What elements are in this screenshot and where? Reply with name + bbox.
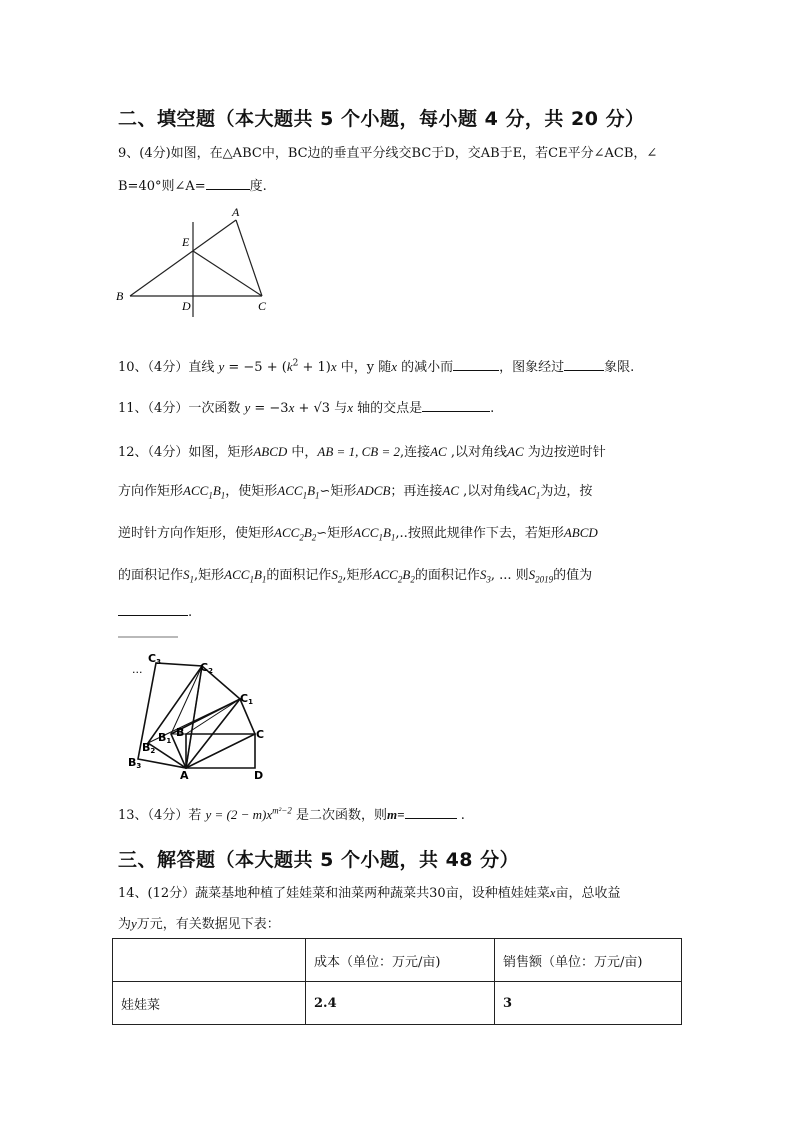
answer-blank[interactable] xyxy=(422,399,490,412)
q11-x: x xyxy=(288,400,295,415)
q12-text: 的面积记作 xyxy=(118,568,184,583)
q12-text: 逆时针方向作矩形，使矩形 xyxy=(118,526,275,541)
label-d: D xyxy=(182,299,191,313)
question-13 xyxy=(118,806,465,825)
q12-text: , ... 则 xyxy=(490,568,529,583)
diagonal-ac xyxy=(186,734,255,768)
q12-text: . xyxy=(188,605,193,620)
label-c: C xyxy=(258,299,267,313)
q14-x: x xyxy=(549,885,556,900)
answer-blank[interactable] xyxy=(206,177,250,190)
q12-text: ,矩形 xyxy=(342,568,373,583)
q11-x2: x xyxy=(347,400,353,415)
segment-ce xyxy=(193,251,262,296)
answer-blank[interactable] xyxy=(405,806,457,819)
q12-text: 中， xyxy=(287,445,318,460)
label-b3: B3 xyxy=(128,756,142,770)
q12-ac: AC xyxy=(507,444,524,459)
q12-text: ,..按照此规律作下去，若矩形 xyxy=(395,526,564,541)
q12-text: 为边按逆时针 xyxy=(523,445,606,460)
table-row xyxy=(113,982,682,1025)
q12-ac1: AC xyxy=(519,483,536,498)
q13-prefix: 13、（4分）若 xyxy=(118,808,202,823)
q12-rect: ACC xyxy=(353,525,379,540)
q11-suffix: . xyxy=(490,401,495,416)
label-a: A xyxy=(180,769,189,782)
question-12-line-2: 方向作矩形$ACC_1B_1$，使矩形$ACC_1B_1∽$矩形ADCB；再连接AC ,以对角线$AC_1$为边，按 xyxy=(118,483,593,501)
q10-prefix: 10、（4分）直线 xyxy=(118,360,215,375)
label-b2: B2 xyxy=(142,741,156,755)
q12-text: ∽矩形 xyxy=(319,484,357,499)
q10-x2: x xyxy=(391,359,397,374)
q12-text: ,连接 xyxy=(399,445,431,460)
label-d: D xyxy=(254,769,264,782)
q10-y: y xyxy=(218,359,225,374)
section-title: 二、填空题（本大题共 5 个小题，每小题 4 分，共 20 分） xyxy=(118,108,645,130)
q12-sub: 2019 xyxy=(535,574,554,585)
q12-text: ；再连接 xyxy=(390,484,443,499)
label-e: E xyxy=(182,235,190,249)
q12-text: ,矩形 xyxy=(194,568,225,583)
label-a: A xyxy=(232,205,240,219)
label-c3: C3 xyxy=(148,652,161,666)
q12-text: 的面积记作 xyxy=(414,568,480,583)
label-c1: C1 xyxy=(240,692,253,706)
q12-text: ，使矩形 xyxy=(225,484,278,499)
side-ba xyxy=(130,220,236,296)
table-header-cell xyxy=(113,939,306,982)
q11-eq: = −3 xyxy=(250,401,289,416)
table-header-cell: 成本（单位：万元/亩) xyxy=(306,939,495,982)
q12-rect: ACC xyxy=(224,567,250,582)
q14-text: 为 xyxy=(118,917,132,932)
label-b1: B1 xyxy=(158,731,172,745)
q13-sup: m²−2 xyxy=(272,805,292,816)
q12-rect: ACC xyxy=(274,525,300,540)
q11-mid: 与 xyxy=(330,401,348,416)
question-10 xyxy=(118,358,634,377)
q12-eq: AB = 1, CB = 2 xyxy=(317,444,400,459)
answer-blank-1[interactable] xyxy=(453,358,499,371)
q14-y: y xyxy=(131,916,137,931)
q12-abcd: ABCD xyxy=(253,444,288,459)
question-12-line-5 xyxy=(118,603,192,622)
q12-ac: AC xyxy=(430,444,447,459)
q10-sup: 2 xyxy=(292,358,299,369)
q11-y: y xyxy=(244,400,251,415)
q12-s: S xyxy=(183,567,190,582)
q10-mid2: 的减小而 xyxy=(397,360,454,375)
answer-blank-2[interactable] xyxy=(564,358,604,371)
q10-mid3: ，图象经过 xyxy=(499,360,565,375)
data-table xyxy=(112,938,682,1025)
q12-rect: ACC xyxy=(183,483,209,498)
q14-text: 14、(12分）蔬菜基地种植了娃娃菜和油菜两种蔬菜共30亩，设种植娃娃菜 xyxy=(118,886,550,901)
q12-text: ,以对角线 xyxy=(446,445,507,460)
question-12-line-3: 逆时针方向作矩形，使矩形$ACC_2B_2∽$矩形$ACC_1B_1$,..按照此规律作下去，若矩形ABCD xyxy=(118,525,598,543)
table-cell: 2.4 xyxy=(306,982,495,1025)
q9-text-a: B=40°则∠A= xyxy=(118,179,206,194)
q12-text: 12、（4分）如图，矩形 xyxy=(118,445,254,460)
table-header-row xyxy=(113,939,682,982)
diagonal-ac2 xyxy=(186,666,202,768)
question-14-line-1 xyxy=(118,884,621,903)
question-12-line-1 xyxy=(118,443,606,462)
q12-text: 的面积记作 xyxy=(266,568,332,583)
question-14-line-2 xyxy=(118,915,280,934)
q11-prefix: 11、（4分）一次函数 xyxy=(118,401,241,416)
q9-text-b: 度. xyxy=(249,179,267,194)
question-9-line-2 xyxy=(118,177,267,196)
q12-adcb: ADCB xyxy=(356,483,391,498)
q13-suffix: . xyxy=(456,808,465,823)
q12-abcd: ABCD xyxy=(563,525,598,540)
q14-text: 亩，总收益 xyxy=(555,886,621,901)
section-title: 三、解答题（本大题共 5 个小题，共 48 分） xyxy=(118,849,520,871)
question-9-line-1: 9、(4分)如图，在△ABC中，BC边的垂直平分线交BC于D，交AB于E，若CE平分∠ACB，∠ xyxy=(118,146,658,161)
label-c2: C2 xyxy=(200,661,213,675)
q10-x: x xyxy=(330,359,337,374)
q10-suffix: 象限. xyxy=(604,360,635,375)
label-c: C xyxy=(256,728,265,741)
side-ac xyxy=(236,220,262,296)
label-b: B xyxy=(116,289,124,303)
q12-text: ,以对角线 xyxy=(459,484,520,499)
q13-eq: y = (2 − m)x xyxy=(205,807,273,822)
rectangles-figure xyxy=(118,635,278,785)
table-cell: 3 xyxy=(495,982,682,1025)
q10-mid: 中，y 随 xyxy=(336,360,392,375)
table-header-cell: 销售额（单位：万元/亩) xyxy=(495,939,682,982)
q12-text: 的值为 xyxy=(553,568,593,583)
q10-k: k xyxy=(286,359,293,374)
q14-text: 万元，有关数据见下表： xyxy=(136,917,280,932)
q11-eq-tail: + √3 xyxy=(294,401,331,416)
q10-eq: = −5 + ( xyxy=(224,360,287,375)
q10-eq-c: + 1) xyxy=(298,360,331,375)
table-cell: 娃娃菜 xyxy=(113,982,306,1025)
q12-text: 为边，按 xyxy=(540,484,593,499)
question-12-line-4: 的面积记作$S_1$,矩形$ACC_1B_1$的面积记作$S_2$,矩形$ACC_2B_2$的面积记作$S_3$, ... 则$S_{2019}$的值为 xyxy=(118,567,593,585)
label-dots: ... xyxy=(132,663,143,676)
q12-ac: AC xyxy=(442,483,460,498)
q13-mid: 是二次函数，则 xyxy=(291,808,388,823)
q12-text: ∽矩形 xyxy=(316,526,354,541)
question-11 xyxy=(118,399,494,418)
q11-mid2: 轴的交点是 xyxy=(353,401,423,416)
label-b: B xyxy=(176,726,185,739)
answer-blank[interactable] xyxy=(118,603,188,616)
q12-text: 方向作矩形 xyxy=(118,484,184,499)
triangle-figure xyxy=(112,202,282,322)
q13-m: m= xyxy=(387,807,405,822)
